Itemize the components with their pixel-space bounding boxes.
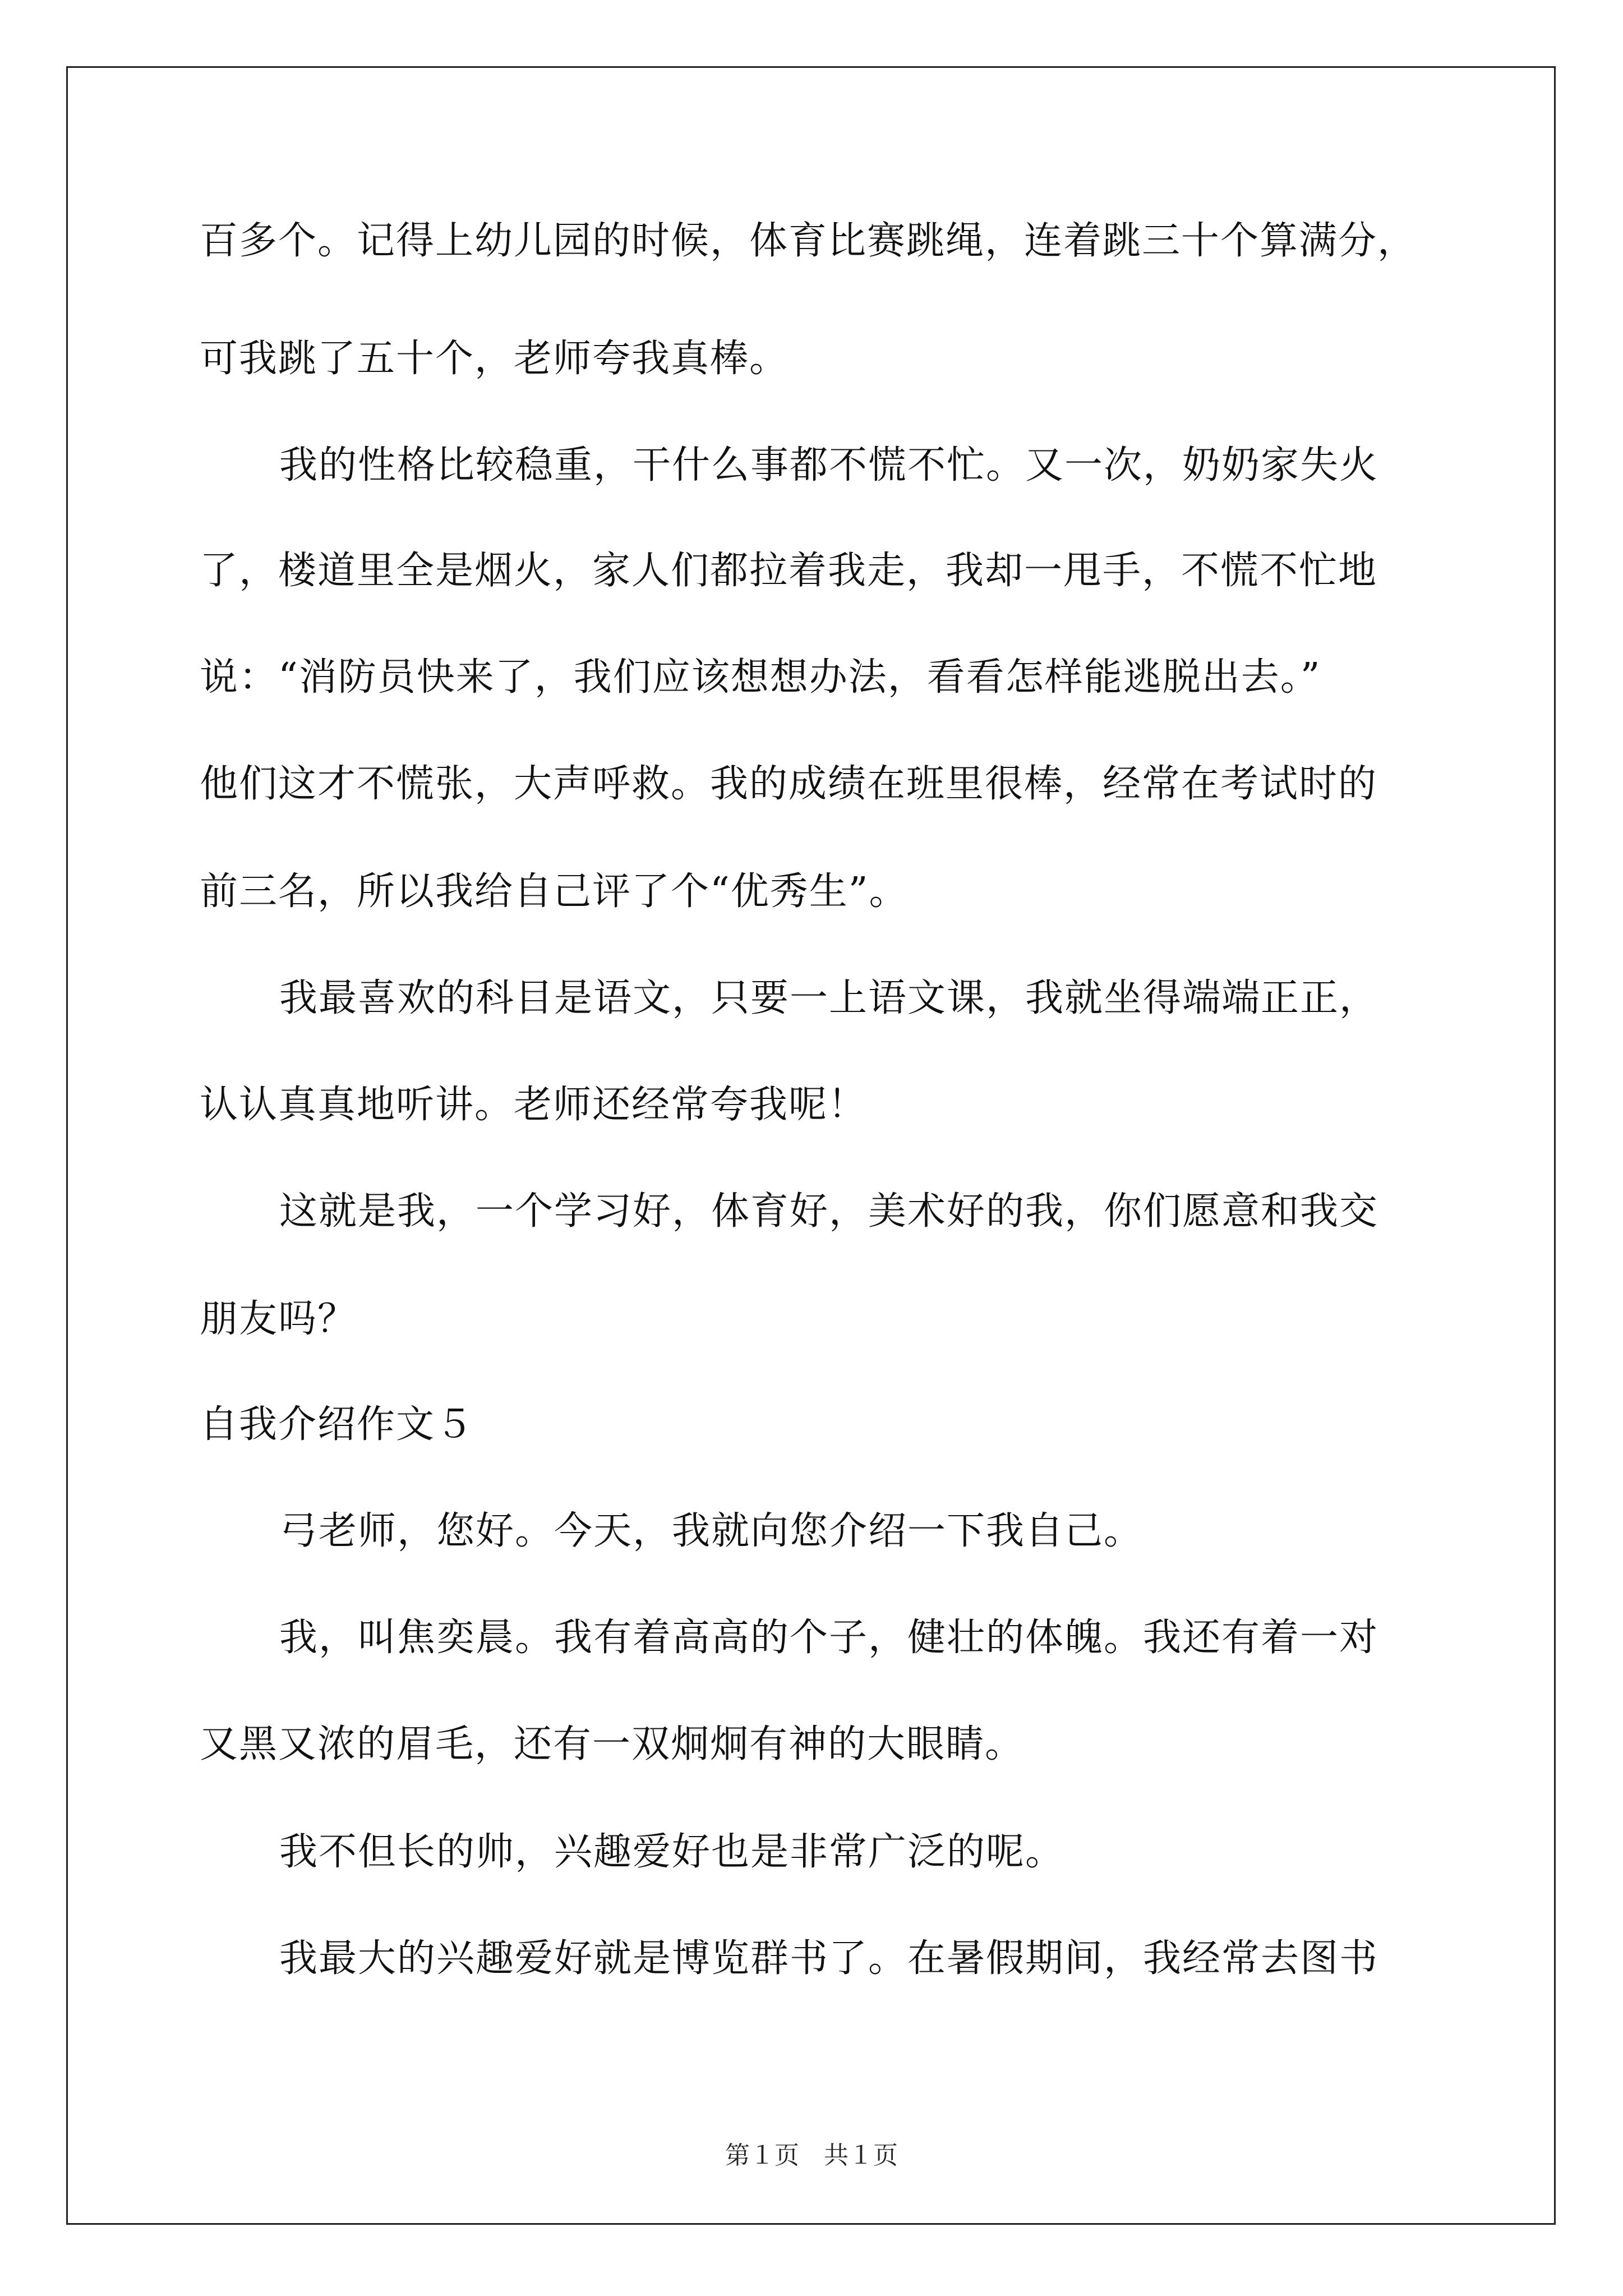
paragraph-start-line: 我最大的兴趣爱好就是博览群书了。在暑假期间，我经常去图书: [279, 1936, 1379, 1981]
paragraph-start-line: 我，叫焦奕晨。我有着高高的个子，健壮的体魄。我还有着一对: [279, 1616, 1379, 1660]
text-line: 了，楼道里全是烟火，家人们都拉着我走，我却一甩手，不慌不忙地: [200, 549, 1378, 593]
text-line: 说：“消防员快来了，我们应该想想办法，看看怎样能逃脱出去。”: [200, 655, 1321, 700]
text-line: 又黑又浓的眉毛，还有一双炯炯有神的大眼睛。: [200, 1722, 1025, 1766]
page-footer: [0, 2140, 1623, 2171]
text-line: 可我跳了五十个，老师夸我真棒。: [200, 337, 789, 381]
paragraph-start-line: 我的性格比较稳重，干什么事都不慌不忙。又一次，奶奶家失火: [279, 443, 1379, 487]
page-number-label: 第１页 共１页: [725, 2141, 898, 2170]
section-heading: 自我介绍作文５: [200, 1402, 475, 1447]
text-line: 认认真真地听讲。老师还经常夸我呢！: [200, 1083, 868, 1127]
paragraph-start-line: 弓老师，您好。今天，我就向您介绍一下我自己。: [279, 1509, 1144, 1553]
text-line: 他们这才不慌张，大声呼救。我的成绩在班里很棒，经常在考试时的: [200, 762, 1378, 806]
paragraph-start-line: 我不但长的帅，兴趣爱好也是非常广泛的呢。: [279, 1830, 1065, 1874]
page-border: [66, 66, 1556, 2225]
text-line: 朋友吗？: [200, 1297, 357, 1341]
text-line: 百多个。记得上幼儿园的时候，体育比赛跳绳，连着跳三十个算满分，: [200, 219, 1417, 263]
paragraph-start-line: 这就是我，一个学习好，体育好，美术好的我，你们愿意和我交: [279, 1189, 1379, 1234]
text-line: 前三名，所以我给自己评了个“优秀生”。: [200, 869, 909, 914]
paragraph-start-line: 我最喜欢的科目是语文，只要一上语文课，我就坐得端端正正，: [279, 976, 1379, 1020]
